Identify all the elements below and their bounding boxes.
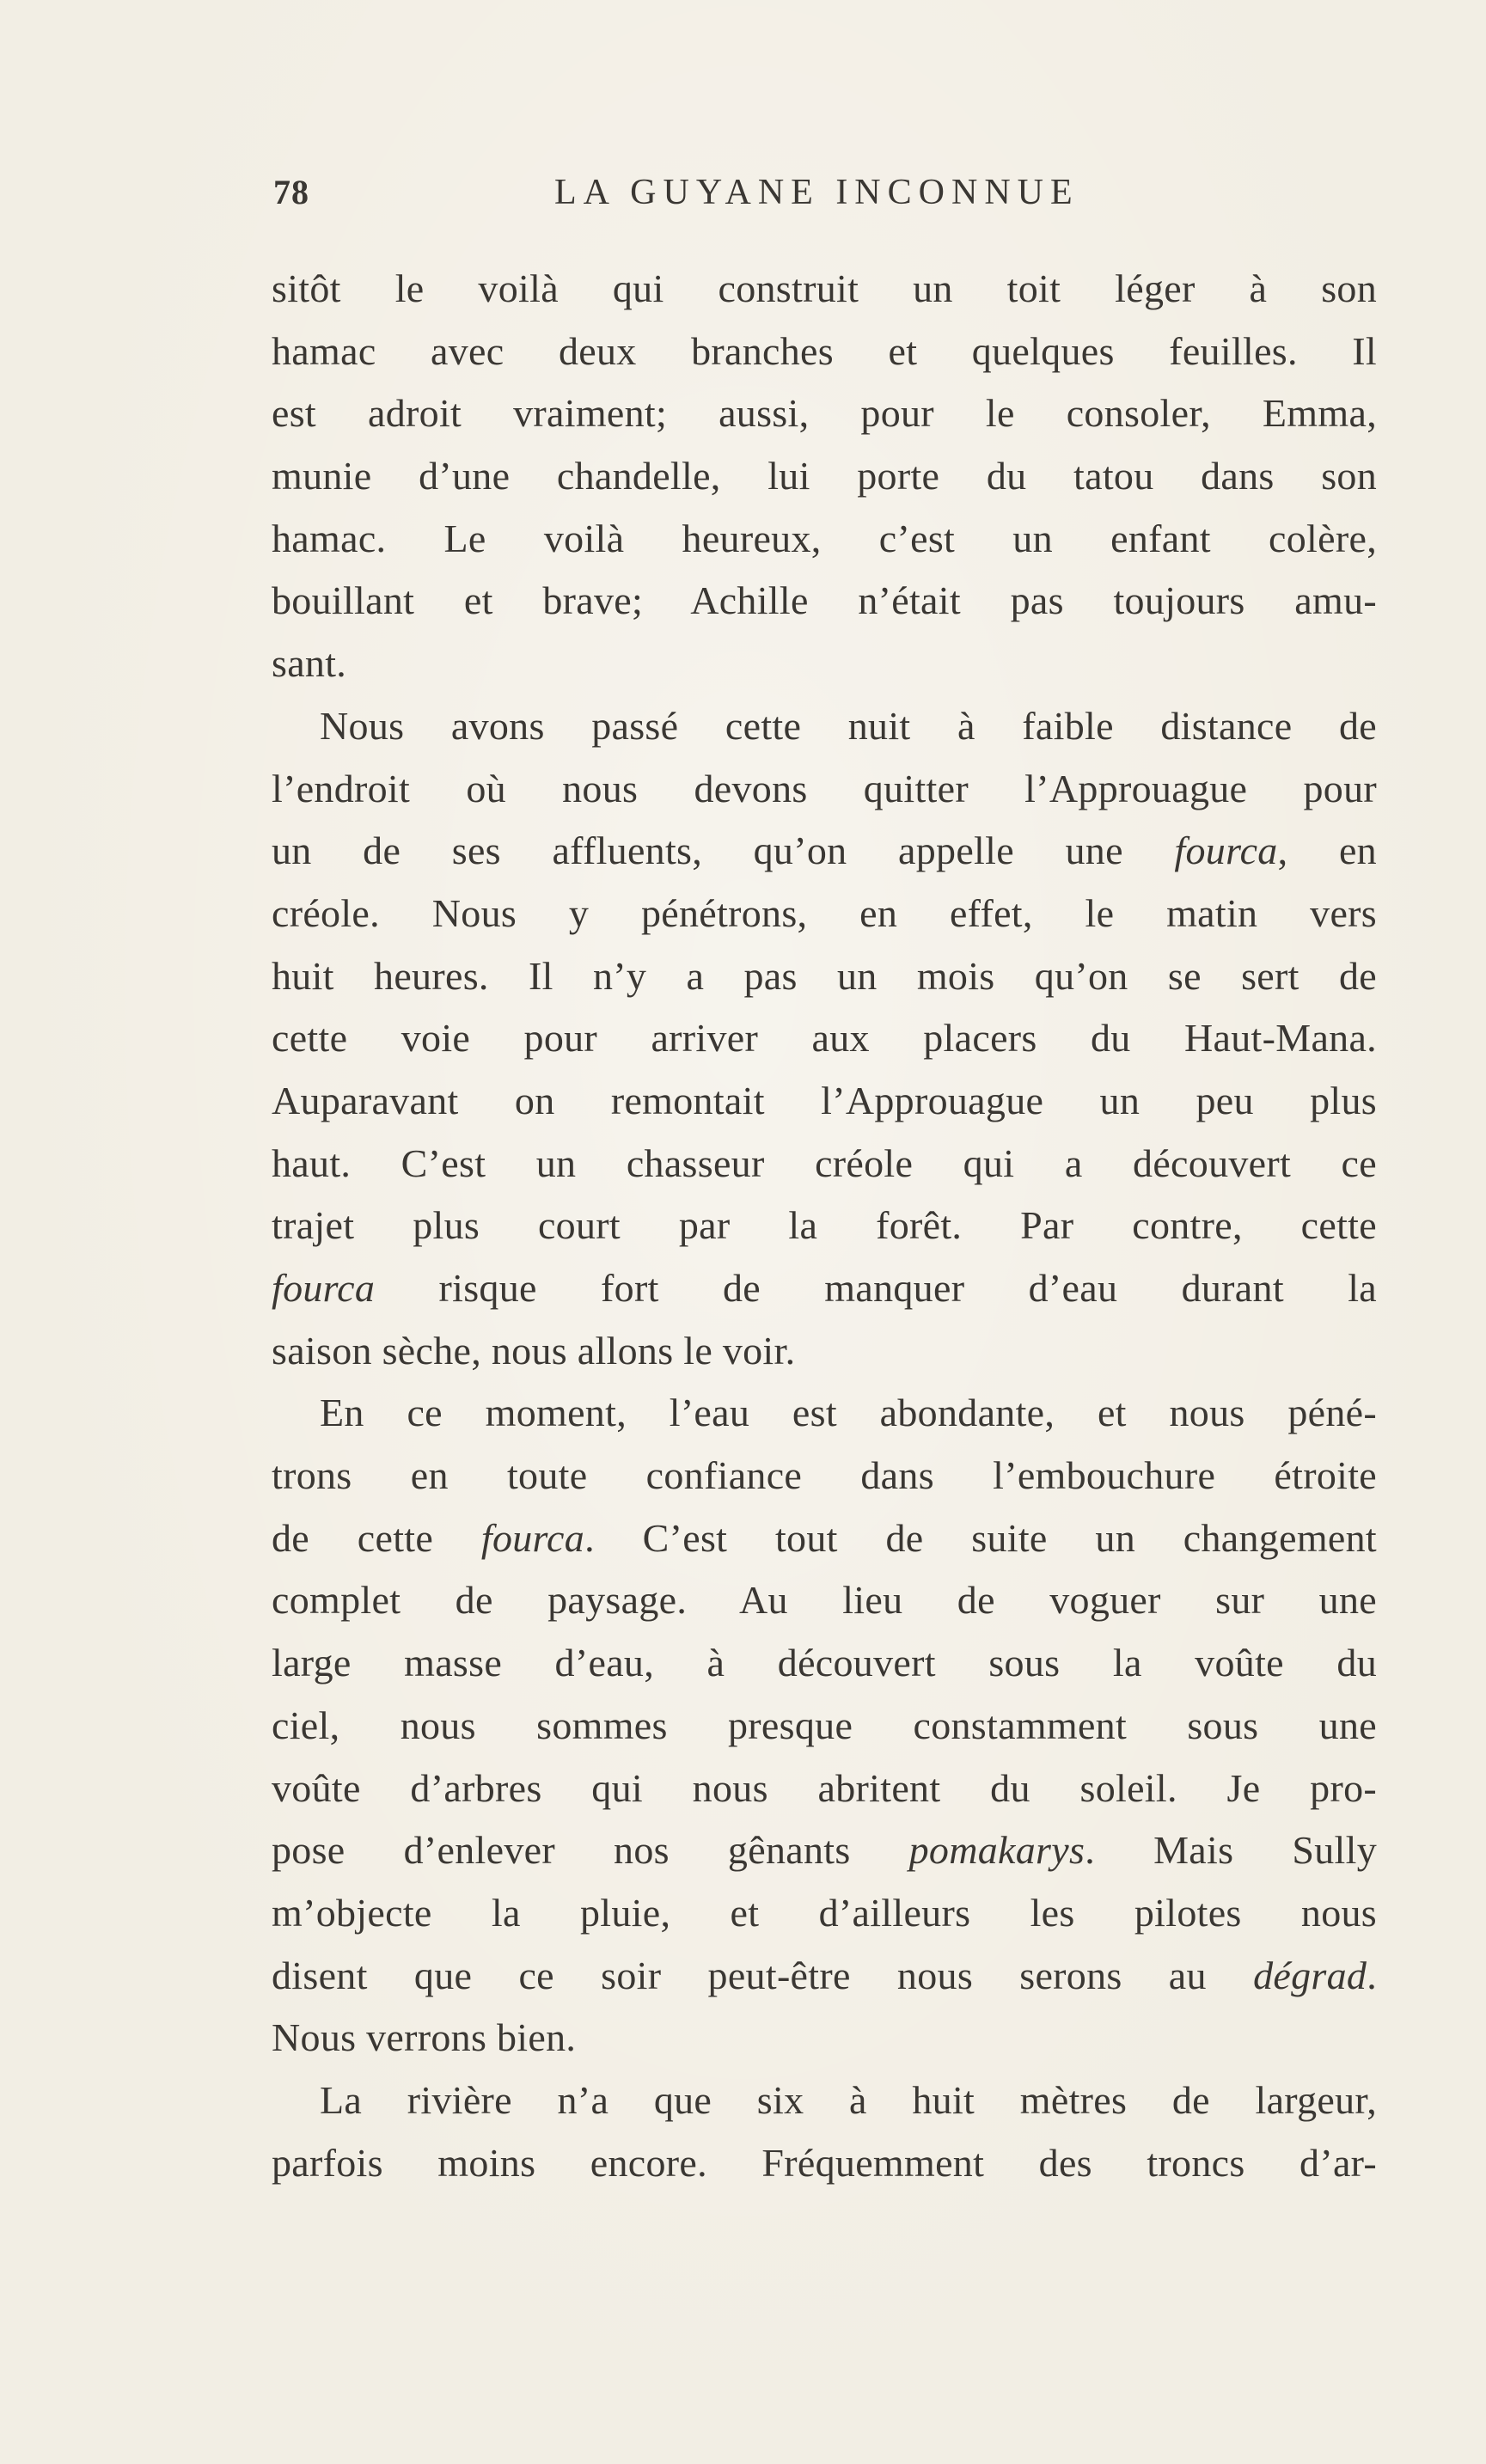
text-line: La rivière n’a que six à huit mètres de largeur, xyxy=(320,2077,1377,2122)
text-line: est adroit vraiment; aussi, pour le consoler, Emma, xyxy=(272,391,1377,436)
text-line: En ce moment, l’eau est abondante, et nous péné- xyxy=(320,1391,1377,1435)
text-line: parfois moins encore. Fréquemment des troncs d’ar- xyxy=(272,2140,1377,2185)
text-line: Nous verrons bien. xyxy=(272,2015,577,2060)
running-title: LA GUYANE INCONNUE xyxy=(554,173,1079,212)
text-line: haut. C’est un chasseur créole qui a découvert ce xyxy=(272,1140,1377,1185)
text-line: trons en toute confiance dans l’embouchure étroite xyxy=(272,1453,1377,1498)
page-header xyxy=(273,172,1098,223)
text-line: complet de paysage. Au lieu de voguer sur une xyxy=(272,1578,1377,1623)
text-line: cette voie pour arriver aux placers du Haut-Mana. xyxy=(272,1016,1377,1061)
line-segment: . Mais Sully xyxy=(1085,1828,1377,1873)
line-segment: de cette xyxy=(272,1515,481,1560)
text-line: sant. xyxy=(272,641,347,686)
text-line: hamac avec deux branches et quelques feuilles. Il xyxy=(272,328,1377,373)
text-line: bouillant et brave; Achille n’était pas toujours amu- xyxy=(272,578,1377,623)
italic-term: pomakarys xyxy=(908,1828,1085,1873)
text-line: large masse d’eau, à découvert sous la voûte du xyxy=(272,1641,1377,1685)
line-segment: pose d’enlever nos gênants xyxy=(272,1828,909,1873)
text-line: Nous avons passé cette nuit à faible distance de xyxy=(320,703,1377,748)
line-segment: un de ses affluents, qu’on appelle une xyxy=(272,828,1175,873)
italic-term: fourca xyxy=(480,1515,585,1560)
text-line: m’objecte la pluie, et d’ailleurs les pilotes nous xyxy=(272,1890,1377,1935)
body-text xyxy=(272,258,1377,2194)
line-segment: , en xyxy=(1277,828,1377,873)
text-line: ciel, nous sommes presque constamment sous une xyxy=(272,1703,1377,1747)
italic-term: dégrad xyxy=(1253,1953,1367,1997)
text-line: munie d’une chandelle, lui porte du tatou dans son xyxy=(272,454,1377,498)
text-line xyxy=(272,1945,1377,2008)
italic-term: fourca xyxy=(272,1266,376,1310)
text-line: créole. Nous y pénétrons, en effet, le matin vers xyxy=(272,890,1377,935)
page-number: 78 xyxy=(273,173,309,211)
text-line xyxy=(272,820,1377,883)
line-segment: . xyxy=(1367,1953,1377,1997)
text-line: l’endroit où nous devons quitter l’Approuague pour xyxy=(272,766,1377,810)
text-line xyxy=(272,1819,1377,1882)
text-line: voûte d’arbres qui nous abritent du soleil. Je pro- xyxy=(272,1765,1377,1810)
text-line xyxy=(272,1257,1377,1320)
text-line: sitôt le voilà qui construit un toit léger à son xyxy=(272,266,1377,310)
line-segment: . C’est tout de suite un changement xyxy=(584,1515,1377,1560)
line-segment: disent que ce soir peut-être nous serons au xyxy=(272,1953,1254,1997)
line-segment: risque fort de manquer d’eau durant la xyxy=(375,1266,1377,1310)
text-line: hamac. Le voilà heureux, c’est un enfant colère, xyxy=(272,516,1377,560)
text-line: saison sèche, nous allons le voir. xyxy=(272,1328,796,1373)
text-line: huit heures. Il n’y a pas un mois qu’on se sert de xyxy=(272,953,1377,998)
text-line: Auparavant on remontait l’Approuague un peu plus xyxy=(272,1078,1377,1122)
italic-term: fourca xyxy=(1174,828,1278,873)
text-line: trajet plus court par la forêt. Par contre, cette xyxy=(272,1203,1377,1248)
text-line xyxy=(272,1507,1377,1570)
